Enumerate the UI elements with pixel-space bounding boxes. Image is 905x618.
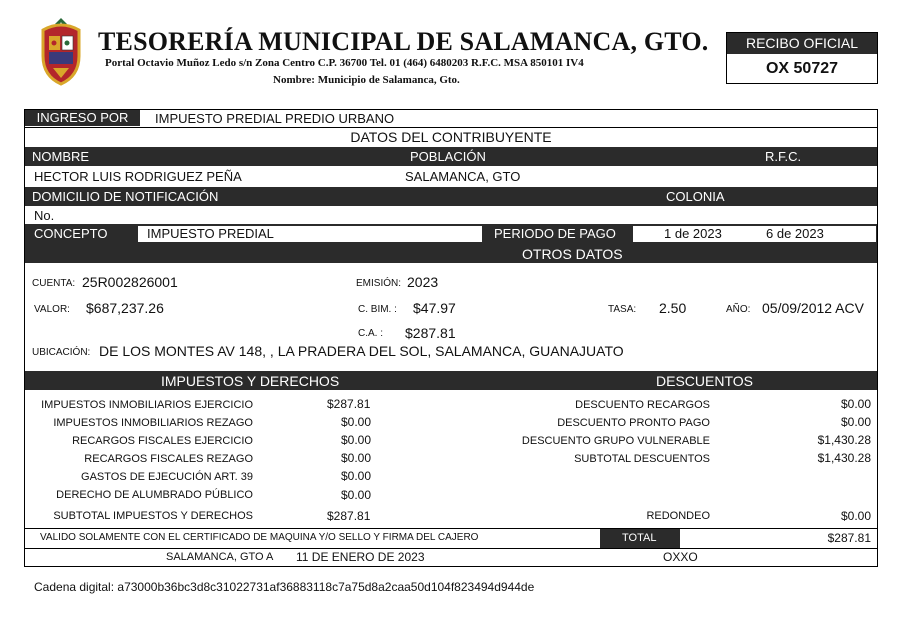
impuesto-row-label: DERECHO DE ALUMBRADO PÚBLICO (56, 489, 253, 501)
page-title: TESORERÍA MUNICIPAL DE SALAMANCA, GTO. (98, 27, 709, 56)
descuentos-title: DESCUENTOS (656, 373, 753, 389)
impuesto-row-amount: $0.00 (341, 415, 372, 429)
valor-label: VALOR: (34, 304, 70, 315)
rfc-label: R.F.C. (765, 149, 802, 164)
impuesto-row-label: RECARGOS FISCALES REZAGO (84, 453, 253, 465)
anio-value: 05/09/2012 ACV (762, 300, 864, 316)
cbim-label: C. BIM. : (358, 304, 397, 315)
valido-note: VALIDO SOLAMENTE CON EL CERTIFICADO DE MAQUINA Y/O SELLO Y FIRMA DEL CAJERO (40, 532, 479, 543)
impuesto-row-amount: $0.00 (341, 469, 372, 483)
periodo-desde: 1 de 2023 (664, 226, 722, 241)
impuesto-row-amount: $0.00 (341, 433, 372, 447)
impuesto-row-amount: $0.00 (341, 451, 372, 465)
fecha-value: 11 DE ENERO DE 2023 (296, 550, 425, 564)
receipt-number: OX 50727 (765, 60, 839, 77)
poblacion-value: SALAMANCA, GTO (405, 169, 521, 184)
valor-value: $687,237.26 (86, 300, 164, 316)
cuenta-value: 25R002826001 (82, 274, 178, 290)
total-label: TOTAL (600, 529, 680, 548)
otros-datos-bar (25, 244, 877, 263)
impuestos-descuentos-bar (25, 371, 877, 390)
descuento-row-amount: $0.00 (840, 397, 871, 411)
receipt-box (726, 32, 878, 84)
impuesto-row-label: GASTOS DE EJECUCIÓN ART. 39 (81, 471, 253, 483)
cadena-value: a73000b36bc3d8c31022731af36883118c7a75d8a2caa50d104f823494d944de (117, 580, 535, 594)
anio-label: AÑO: (726, 304, 751, 315)
otros-datos-title: OTROS DATOS (522, 246, 623, 262)
impuesto-row-label: IMPUESTOS INMOBILIARIOS REZAGO (53, 417, 253, 429)
domicilio-header-bar (25, 187, 877, 206)
ubicacion-label: UBICACIÓN: (32, 347, 91, 358)
cbim-value: $47.97 (413, 300, 456, 316)
tasa-value: 2.50 (659, 300, 687, 316)
domicilio-label: DOMICILIO DE NOTIFICACIÓN (32, 189, 219, 204)
cuenta-label: CUENTA: (32, 278, 76, 289)
descuento-row-amount: $0.00 (840, 415, 871, 429)
ca-label: C.A. : (358, 328, 384, 339)
impuesto-row-amount: $287.81 (327, 397, 371, 411)
ca-value: $287.81 (405, 325, 456, 341)
descuento-row-label: SUBTOTAL DESCUENTOS (574, 453, 710, 465)
tasa-label: TASA: (608, 304, 637, 315)
nombre-value: HECTOR LUIS RODRIGUEZ PEÑA (34, 169, 242, 184)
receipt-label: RECIBO OFICIAL (727, 33, 877, 54)
cadena-digital (34, 580, 534, 594)
emision-label: EMISIÓN: (356, 278, 402, 289)
cajero-value: OXXO (663, 550, 698, 564)
cadena-label: Cadena digital: (34, 580, 115, 594)
descuento-row-amount: $1,430.28 (817, 433, 871, 447)
periodo-label: PERIODO DE PAGO (494, 226, 616, 241)
total-amount: $287.81 (827, 531, 871, 545)
contribuyente-section-title: DATOS DEL CONTRIBUYENTE (350, 129, 552, 145)
periodo-hasta: 6 de 2023 (766, 226, 824, 241)
poblacion-label: POBLACIÓN (410, 149, 486, 164)
impuestos-title: IMPUESTOS Y DERECHOS (161, 373, 340, 389)
nombre-label: NOMBRE (32, 149, 90, 164)
municipal-seal-icon (33, 16, 89, 86)
contribuyente-header-bar (25, 147, 877, 166)
impuesto-row-label: SUBTOTAL IMPUESTOS Y DERECHOS (53, 510, 253, 522)
lugar-label: SALAMANCA, GTO A (166, 551, 274, 563)
colonia-label: COLONIA (666, 189, 725, 204)
descuento-row-label: DESCUENTO GRUPO VULNERABLE (521, 435, 710, 447)
domicilio-value: No. (34, 208, 55, 223)
emision-value: 2023 (407, 274, 439, 290)
impuesto-row-label: RECARGOS FISCALES EJERCICIO (72, 435, 253, 447)
impuesto-row-amount: $0.00 (341, 488, 372, 502)
redondeo-label: REDONDEO (646, 510, 710, 522)
concepto-value: IMPUESTO PREDIAL (147, 226, 274, 241)
redondeo-amount: $0.00 (840, 509, 871, 523)
descuento-row-label: DESCUENTO PRONTO PAGO (557, 417, 710, 429)
ubicacion-value: DE LOS MONTES AV 148, , LA PRADERA DEL SOL, SALAMANCA, GUANAJUATO (99, 343, 624, 359)
descuento-row-label: DESCUENTO RECARGOS (575, 399, 710, 411)
descuento-row-amount: $1,430.28 (817, 451, 871, 465)
impuesto-row-label: IMPUESTOS INMOBILIARIOS EJERCICIO (41, 399, 253, 411)
ingreso-label: INGRESO POR (25, 110, 140, 126)
issuer-address: Portal Octavio Muñoz Ledo s/n Zona Centro C.P. 36700 Tel. 01 (464) 6480203 R.F.C. MSA 850101 IV4 (105, 57, 584, 69)
concepto-label: CONCEPTO (34, 226, 108, 241)
ingreso-value: IMPUESTO PREDIAL PREDIO URBANO (155, 111, 395, 126)
issuer-name: Nombre: Municipio de Salamanca, Gto. (273, 74, 460, 86)
impuesto-row-amount: $287.81 (327, 509, 371, 523)
